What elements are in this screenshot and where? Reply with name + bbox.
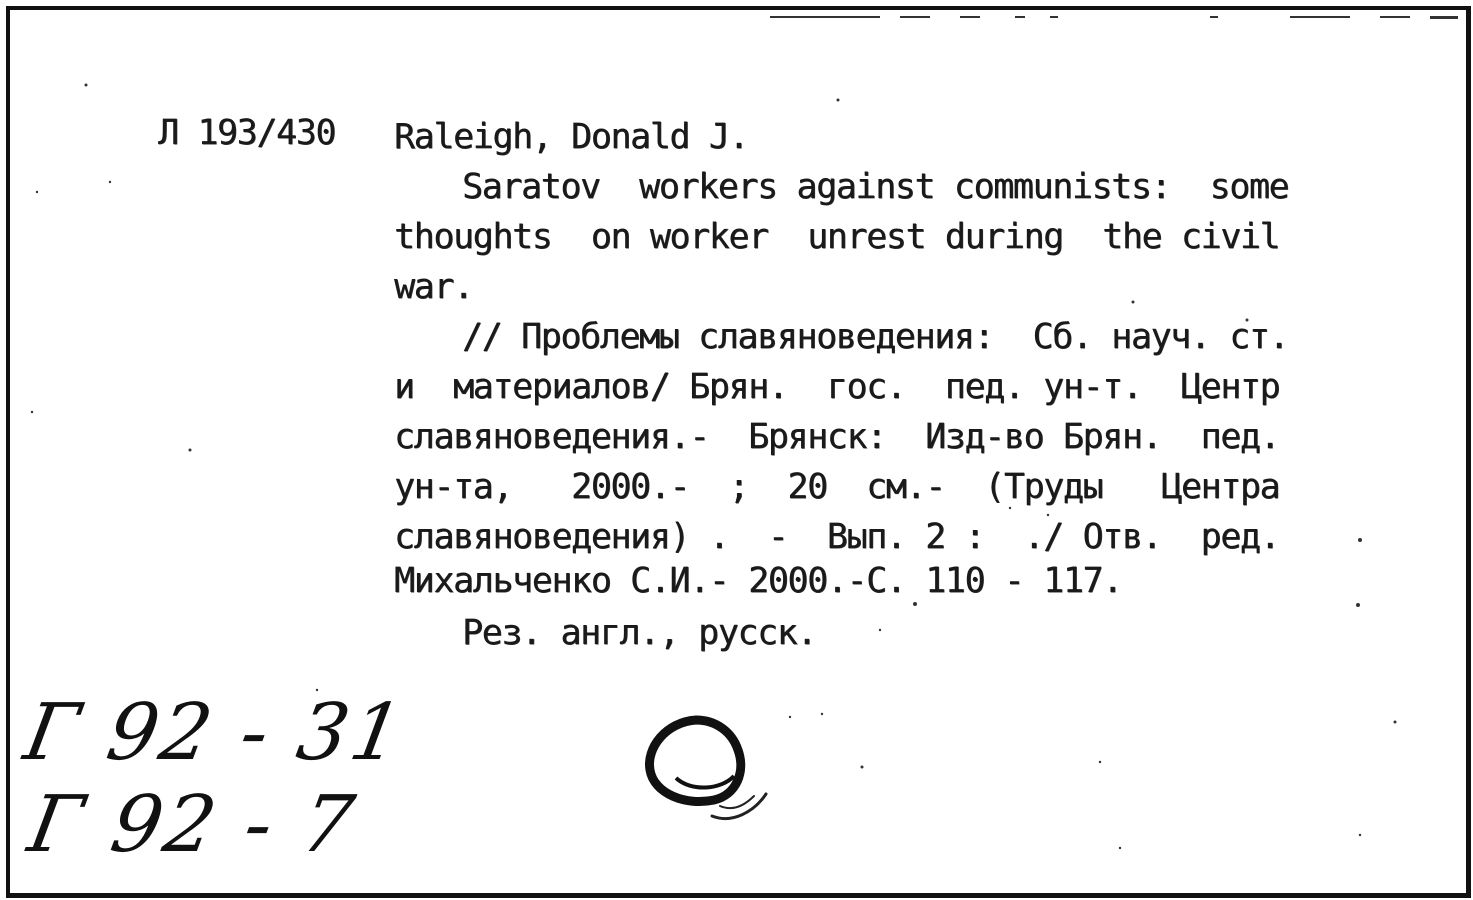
source-line-4: ун-та, 2000.- ; 20 см.- (Труды Центра bbox=[394, 467, 1280, 507]
source-line-1: // Проблемы славяноведения: Сб. науч. ст. bbox=[462, 317, 1289, 357]
handwritten-code-2: Г 92 - 7 bbox=[22, 780, 364, 870]
title-line-2: thoughts on worker unrest during the civil bbox=[394, 217, 1280, 257]
source-line-2: и материалов/ Брян. гос. пед. ун-т. Центр bbox=[394, 367, 1280, 407]
source-line-6: Михальченко С.И.- 2000.-С. 110 - 117. bbox=[394, 561, 1122, 601]
summary-note: Рез. англ., русск. bbox=[462, 613, 817, 653]
handwritten-code-1: Г 92 - 31 bbox=[18, 688, 412, 778]
title-line-1: Saratov workers against communists: some bbox=[462, 167, 1289, 207]
circle-mark-icon bbox=[636, 708, 786, 838]
shelfmark: Л 193/430 bbox=[158, 113, 336, 153]
source-line-3: славяноведения.- Брянск: Изд-во Брян. пед. bbox=[394, 417, 1280, 457]
title-line-3: war. bbox=[394, 267, 473, 307]
source-line-5: славяноведения) . - Вып. 2 : ./ Отв. ред. bbox=[394, 517, 1280, 557]
author-line: Raleigh, Donald J. bbox=[394, 117, 749, 157]
